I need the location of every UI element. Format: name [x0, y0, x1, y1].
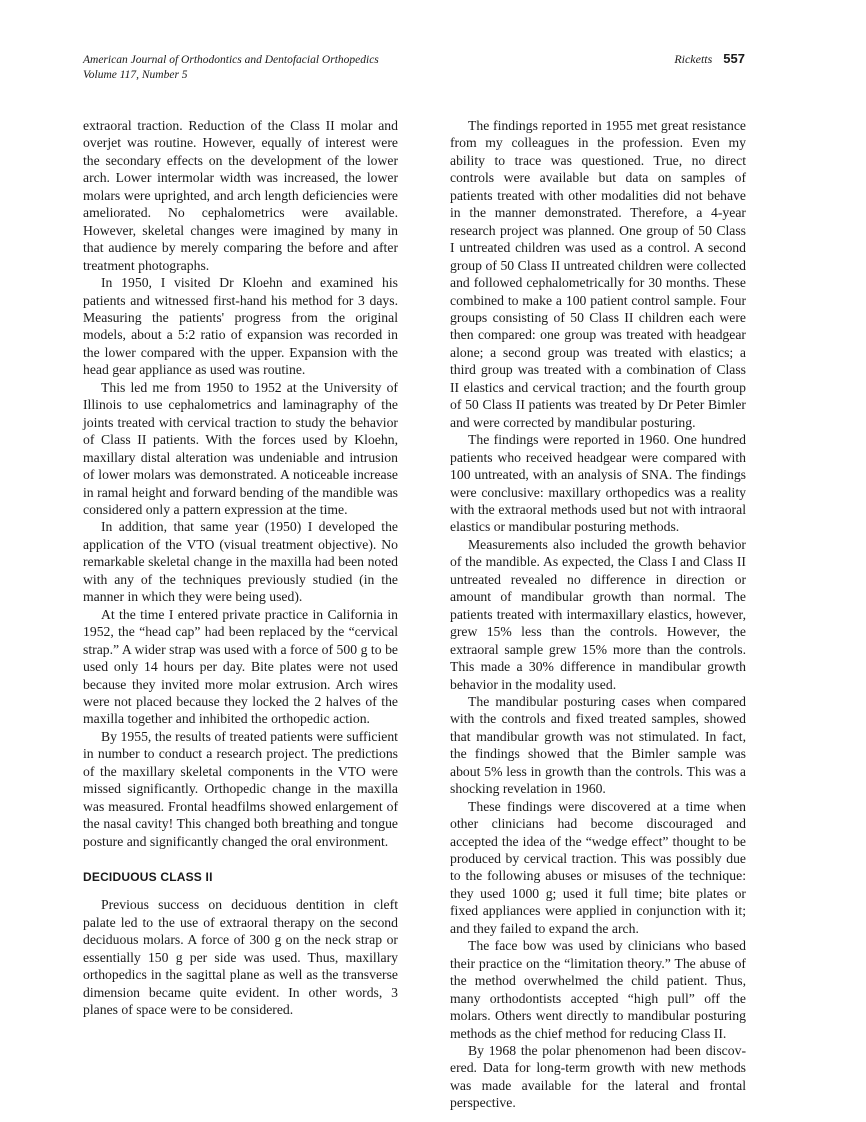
paragraph: At the time I entered private practice in California in 1952, the “head cap” had been replaced by the “cervical strap.” A wider strap was used with a force of 500 g to be used only 14 hours per day. Bite plates were not used because they invited more molar extrusion. Arch wires were not placed because they locked the 2 halves of the maxilla together and inhibited the orthopedic action.	[83, 606, 398, 727]
author-name: Ricketts	[674, 52, 713, 66]
paragraph: By 1955, the results of treated patients were sufficient in number to conduct a research project. The predictions of the maxillary skeletal components in the VTO were missed significantly. Orthopedic change in the maxilla was measured. Frontal headfilms showed enlargement of the nasal cavity! This changed both breathing and tongue posture and significantly changed the oral environment.	[83, 728, 398, 849]
paragraph: Previous success on deciduous dentition in cleft palate led to the use of extraoral therapy on the second deciduous molars. A force of 300 g on the neck strap or essentially 150 g per side was used. Thus, maxillary orthopedics in the sagittal plane as well as the transverse dimension became quite evident. In other words, 3 planes of space were to be considered.	[83, 897, 398, 1018]
paragraph: In 1950, I visited Dr Kloehn and examined his patients and witnessed first-hand his method for 3 days. Measuring the patients' progress from the original models, about a 5:2 ratio of expansion was recorded in the lower compared with the upper. Expansion with the head gear appliance as used was routine.	[83, 275, 398, 378]
paragraph: The face bow was used by clinicians who based their practice on the “limitation theory.” The abuse of the method overwhelmed the child patient. Thus, many orthodontists accepted “high pull” off the molars. Others went directly to mandibular posturing methods as the chief method for reducing Class II.	[450, 938, 746, 1041]
paragraph: By 1968 the polar phenomenon had been discovered. Data for long-term growth with new methods was made available for the lateral and frontal perspective.	[450, 1043, 746, 1111]
paragraph: Measurements also included the growth behavior of the mandible. As expected, the Class I and Class II untreated revealed no difference in direction or amount of mandibular growth than normal. The patients treated with intermaxillary elastics, however, grew 15% less than the controls. However, the extraoral sample grew 15% more than the controls. This made a 30% difference in mandibular growth behavior in the modality used.	[450, 536, 746, 692]
left-column	[83, 117, 398, 1019]
right-column	[450, 117, 746, 1112]
section-heading: DECIDUOUS CLASS II	[83, 870, 213, 885]
paragraph: extraoral traction. Reduction of the Class II molar and overjet was routine. However, equally of interest were the secondary effects on the development of the lower arch. Lower intermolar width was increased, the lower molars were uprighted, and arch length deficiencies were ameliorated. No cephalometrics were available. However, skeletal changes were imagined by many in that audience by merely comparing the before and after treatment photographs.	[83, 118, 398, 273]
paragraph: The findings were reported in 1960. One hundred patients who received headgear were compared with 100 untreated, with an analysis of SNA. The findings were conclusive: maxillary orthopedics was a reality with the extraoral methods used but not with intraoral elastics or mandibular posturing methods.	[450, 432, 746, 535]
running-header-right	[674, 51, 745, 67]
paragraph: In addition, that same year (1950) I developed the application of the VTO (visual treatment objective). No remarkable skeletal change in the maxilla had been noted with any of the techniques previously studied (in the manner in which they were being used).	[83, 519, 398, 605]
journal-title: American Journal of Orthodontics and Dentofacial Orthopedics	[83, 54, 379, 66]
paragraph: These findings were discovered at a time when other clinicians had become discouraged and accepted the idea of the “wedge effect” thought to be produced by cervical traction. This was possibly due to the following abuses or misuses of the technique: they used 1000 g; used it full time; bite plates or fixed appliances were applied in conjunction with it; and they failed to expand the arch.	[450, 798, 746, 936]
paragraph: The mandibular posturing cases when compared with the controls and fixed treated samples, showed that mandibular growth was not stimulated. In fact, the findings showed that the Bimler sample was about 5% less in growth than the controls. This was a shocking revelation in 1960.	[450, 693, 746, 797]
running-header	[83, 53, 379, 83]
page-number: 557	[723, 51, 745, 66]
paragraph: This led me from 1950 to 1952 at the University of Illinois to use cephalometrics and laminagraphy of the joints treated with cervical traction to study the behavior of Class II patients. With the forces used by Kloehn, maxillary distal alteration was undeniable and intrusion of lower molars was demonstrated. A noticeable increase in ramal height and forward bending of the mandible was considered only a pattern expression at the time.	[83, 379, 398, 517]
paragraph: The findings reported in 1955 met great resistance from my colleagues in the profession. Even my ability to trace was questioned. True, no direct controls were available but data on samples of patients treated with other modalities did not behave in the manner demonstrated. Therefore, a 4-year research project was planned. One group of 50 Class I untreated children was used as a control. A second group of 50 Class II untreated children were collected and followed cephalometrically for 30 months. These combined to make a 100 patient control sample. Four groups consisting of 50 Class II children each were then compared: one group was treated with headgear alone; a second group was treated with elastics; a third group was treated with a combination of Class II elastics and cervical traction; and the fourth group of 50 Class II patients was treated by Dr Peter Bimler and were corrected by mandibular posturing.	[450, 118, 746, 430]
volume-number: Volume 117, Number 5	[83, 69, 188, 81]
